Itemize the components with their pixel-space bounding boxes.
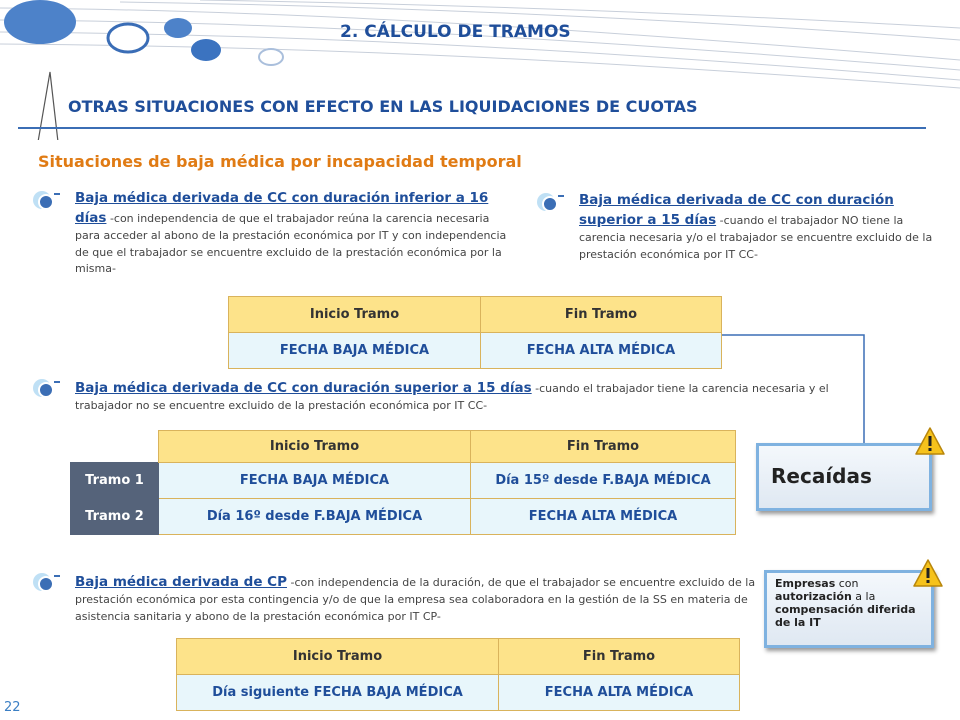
item-1-lead: Baja médica derivada de CC con duración inferior a 16 días <box>75 190 489 226</box>
table-2-row-2-end: FECHA ALTA MÉDICA <box>471 499 736 535</box>
table-2-header-end: Fin Tramo <box>471 431 736 463</box>
table-1-start: FECHA BAJA MÉDICA <box>229 333 481 369</box>
table-3-header-start: Inicio Tramo <box>177 639 499 675</box>
warning-icon <box>912 558 944 588</box>
deco-circle-large <box>4 0 76 44</box>
page-title: 2. CÁLCULO DE TRAMOS <box>340 22 571 42</box>
page-number: 22 <box>4 700 21 715</box>
table-3-end: FECHA ALTA MÉDICA <box>499 675 740 711</box>
warning-icon <box>914 426 946 456</box>
table-2-row-2-start: Día 16º desde F.BAJA MÉDICA <box>159 499 471 535</box>
empresas-callout: Empresas con autorización a la compensación diferida de la IT <box>764 570 934 648</box>
item-4 <box>75 572 765 625</box>
item-2-lead: Baja médica derivada de CC con duración superior a 15 días <box>579 192 894 228</box>
table-1-header-end: Fin Tramo <box>481 297 722 333</box>
table-2-header-start: Inicio Tramo <box>159 431 471 463</box>
item-2 <box>579 190 944 263</box>
recaidas-label: Recaídas <box>771 464 872 488</box>
table-2-row-2-label: Tramo 2 <box>71 499 159 535</box>
bullet-icon <box>32 376 62 400</box>
table-1-end: FECHA ALTA MÉDICA <box>481 333 722 369</box>
empresas-bold-3: compensación diferida de la IT <box>775 603 916 629</box>
item-3-lead: Baja médica derivada de CC con duración superior a 15 días <box>75 380 532 396</box>
header-decoration <box>0 0 960 140</box>
table-2-row-1-end: Día 15º desde F.BAJA MÉDICA <box>471 463 736 499</box>
empresas-bold-2: autorización <box>775 590 852 603</box>
item-3 <box>75 378 865 415</box>
bullet-icon <box>536 190 566 214</box>
bullet-icon <box>32 570 62 594</box>
table-1 <box>228 296 722 369</box>
bullet-icon <box>32 188 62 212</box>
table-3-header-end: Fin Tramo <box>499 639 740 675</box>
table-1-header-start: Inicio Tramo <box>229 297 481 333</box>
item-2-detail: -cuando el trabajador NO tiene la carencia necesaria y/o el trabajador se encuentre excluido de la prestación económica por IT CC- <box>579 214 933 261</box>
empresas-bold-1: Empresas <box>775 577 836 590</box>
section-title: OTRAS SITUACIONES CON EFECTO EN LAS LIQUIDACIONES DE CUOTAS <box>68 97 698 116</box>
table-2-row-1-label: Tramo 1 <box>71 463 159 499</box>
subtitle: Situaciones de baja médica por incapacidad temporal <box>38 152 522 171</box>
item-1 <box>75 188 515 278</box>
item-4-lead: Baja médica derivada de CP <box>75 574 287 590</box>
table-2 <box>70 430 736 535</box>
table-3-start: Día siguiente FECHA BAJA MÉDICA <box>177 675 499 711</box>
recaidas-callout <box>756 443 932 511</box>
table-3 <box>176 638 740 711</box>
item-1-detail: -con independencia de que el trabajador reúna la carencia necesaria para acceder al abono de la prestación económica por IT y con independencia de que el trabajador se encuentre excluido de la prestación económica por la misma- <box>75 212 507 275</box>
item-3-detail: -cuando el trabajador tiene la carencia necesaria y el trabajador no se encuentre excluido de la prestación económica por IT CC- <box>75 382 829 412</box>
table-2-row-1-start: FECHA BAJA MÉDICA <box>159 463 471 499</box>
item-4-detail: -con independencia de la duración, de que el trabajador se encuentre excluido de la prestación económica por esta contingencia y/o de que la empresa sea colaboradora en la gestión de la SS en materia de asistencia sanitaria y abono de la prestación económica por IT CP- <box>75 576 756 623</box>
